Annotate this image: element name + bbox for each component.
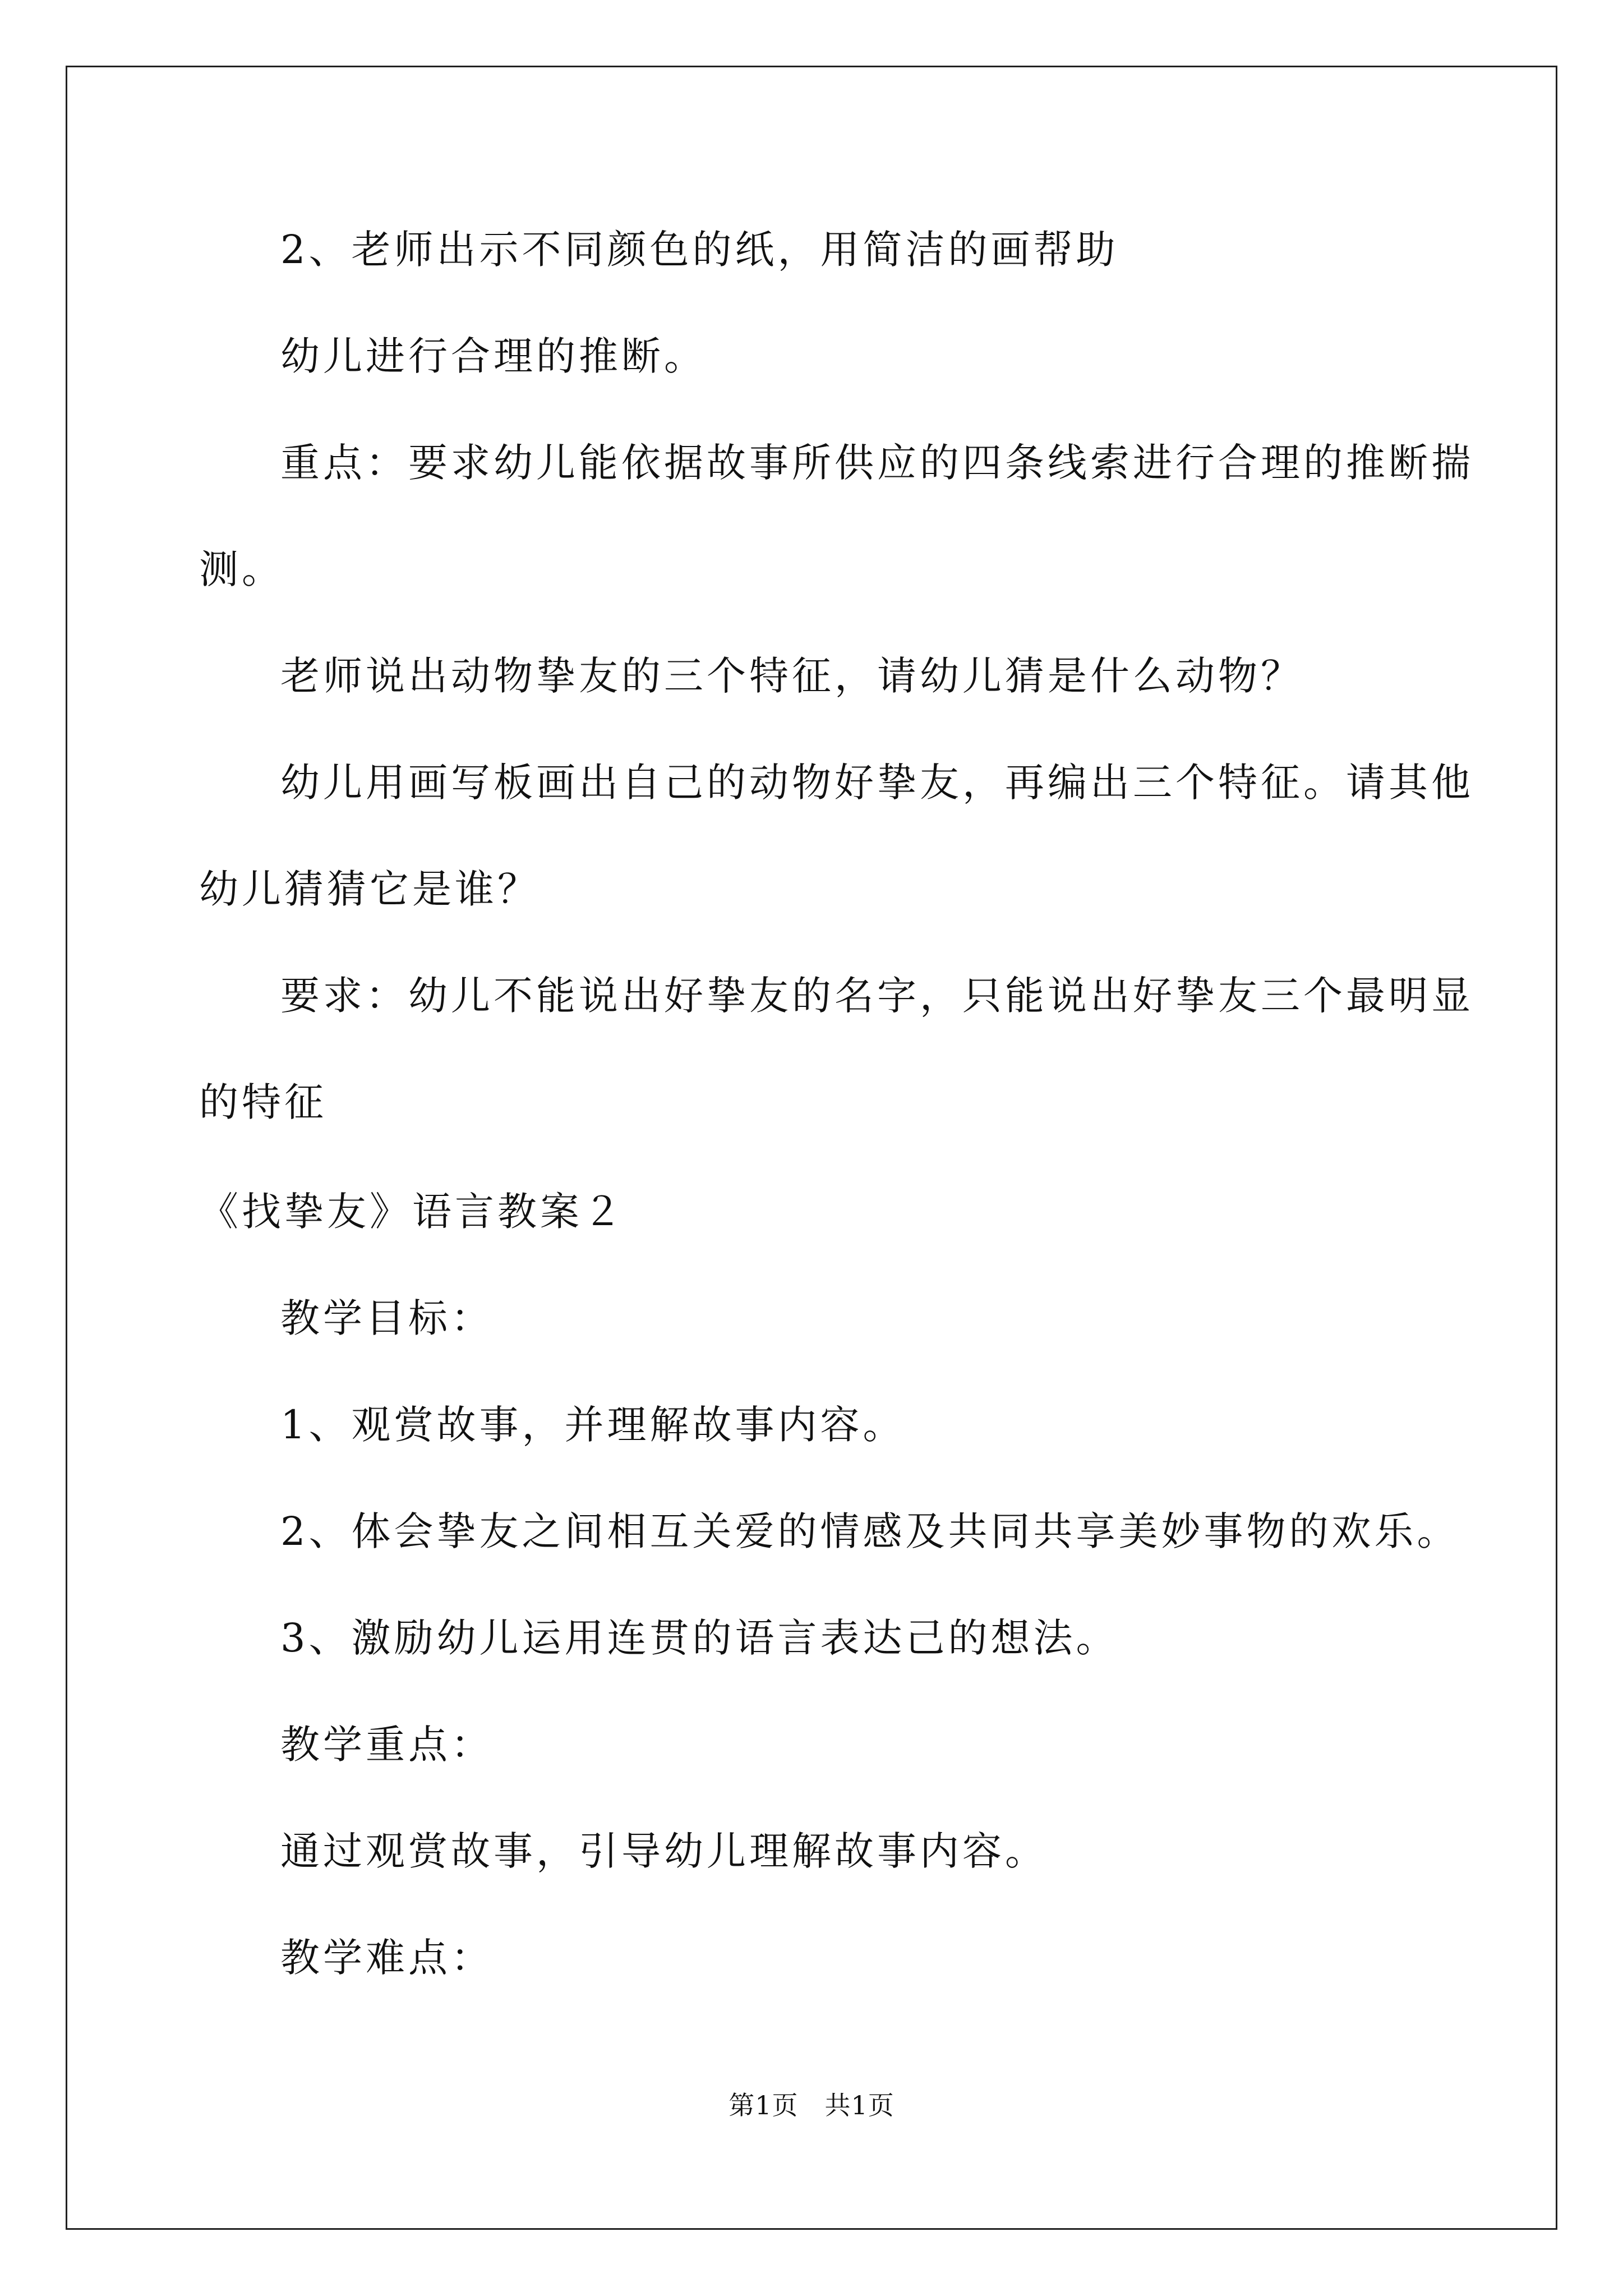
- paragraph-line: 测。: [199, 546, 284, 592]
- page-border: [66, 66, 1557, 2230]
- paragraph-line: 1、观赏故事，并理解故事内容。: [280, 1402, 906, 1448]
- page-number-footer: 第1页 共1页: [728, 2090, 895, 2120]
- section-heading: 《找挚友》语言教案２: [199, 1189, 625, 1235]
- paragraph-line: 教学难点：: [280, 1935, 494, 1981]
- paragraph-line: 幼儿用画写板画出自己的动物好挚友，再编出三个特征。请其他: [280, 760, 1474, 806]
- paragraph-line: 重点：要求幼儿能依据故事所供应的四条线索进行合理的推断揣: [280, 440, 1474, 486]
- paragraph-line: 教学目标：: [280, 1295, 494, 1341]
- paragraph-line: 要求：幼儿不能说出好挚友的名字，只能说出好挚友三个最明显: [280, 973, 1474, 1019]
- paragraph-line: 教学重点：: [280, 1722, 494, 1768]
- paragraph-line: 2、体会挚友之间相互关爱的情感及共同共享美妙事物的欢乐。: [280, 1508, 1460, 1554]
- paragraph-line: 幼儿猜猜它是谁？: [199, 866, 540, 912]
- paragraph-line: 幼儿进行合理的推断。: [280, 333, 707, 379]
- paragraph-line: 2、老师出示不同颜色的纸，用简洁的画帮助: [280, 227, 1119, 273]
- paragraph-line: 3、激励幼儿运用连贯的语言表达己的想法。: [280, 1615, 1119, 1661]
- paragraph-line: 通过观赏故事，引导幼儿理解故事内容。: [280, 1828, 1048, 1874]
- paragraph-line: 老师说出动物挚友的三个特征，请幼儿猜是什么动物？: [280, 653, 1303, 699]
- paragraph-line: 的特征: [199, 1079, 327, 1125]
